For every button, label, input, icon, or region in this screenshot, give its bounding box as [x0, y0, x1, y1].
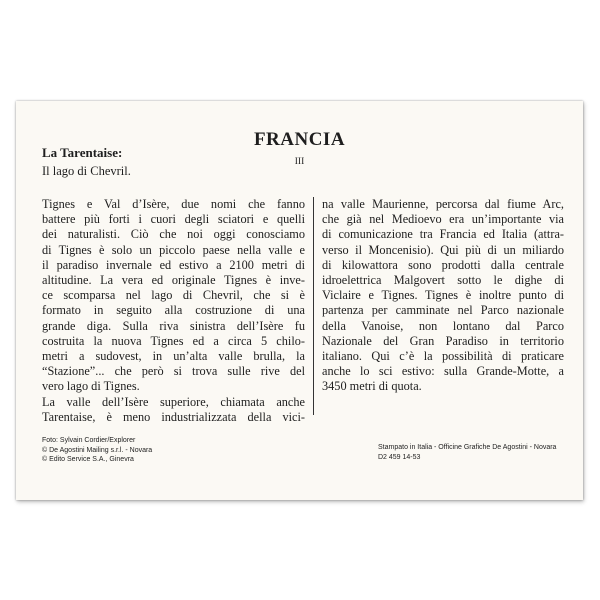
text-column-left: [42, 197, 305, 425]
card-heading: La Tarentaise:: [42, 145, 123, 160]
text-line: grande diga. Sulla riva sinistra dell’Isère fu: [42, 318, 305, 333]
credit-line: Foto: Sylvain Cordier/Explorer: [42, 437, 136, 444]
text-line: Tignes e Val d’Isère, due nomi che fanno: [42, 197, 305, 211]
text-line: che già nel Medioevo era un’importante via: [322, 212, 564, 227]
text-line: idroelettrica Malgovert sotto le dighe di: [322, 273, 564, 288]
text-line: metri a sudovest, in un’alta valle brulla, la: [42, 349, 305, 364]
text-line: di Tignes è solo un piccolo paese nella valle e: [42, 242, 305, 257]
text-line: battere più forti i cuori degli sciatori e quelli: [42, 212, 305, 227]
text-line: ce scomparsa nel lago di Chevril, che si è: [42, 288, 305, 303]
text-line: formato in seguito alla costruzione di una: [42, 303, 305, 318]
text-line: Nazionale del Gran Paradiso in territorio: [322, 333, 564, 348]
text-line: anche lo sci estivo: sulla Grande-Motte, a: [322, 364, 564, 379]
credit-line: © Edito Service S.A., Ginevra: [42, 456, 134, 463]
text-line: Viclaire e Tignes. Tignes è inoltre punto di: [322, 288, 564, 303]
text-line: “Stazione”... che però si trova sulle rive del: [42, 364, 305, 379]
text-line: italiano. Qui c’è la possibilità di praticare: [322, 349, 564, 364]
column-divider: [313, 197, 314, 415]
product-code: D2 459 14-53: [378, 453, 421, 461]
text-line: vero lago di Tignes.: [42, 379, 140, 394]
text-line: della Vanoise, non lontano dal Parco: [322, 318, 564, 333]
card-subheading: Il lago di Chevril.: [42, 164, 131, 178]
text-line: Tarentaise, è meno industrializzata della vici-: [42, 409, 305, 424]
text-line: partenza per camminate nel Parco nazionale: [322, 303, 564, 318]
credit-line: © De Agostini Mailing s.r.l. - Novara: [42, 446, 153, 454]
part-number: III: [294, 157, 305, 167]
text-line: na valle Maurienne, percorsa dal fiume Arc,: [322, 197, 564, 211]
text-line: La valle dell’Isère superiore, chiamata anche: [42, 394, 305, 409]
text-column-right: [322, 197, 564, 395]
text-line: dei naturalisti. Ciò che noi oggi conosciamo: [42, 227, 305, 242]
text-line: altitudine. La vera ed originale Tignes è inve-: [42, 273, 305, 288]
text-line: 3450 metri di quota.: [322, 379, 422, 394]
text-line: il paradiso invernale ed estivo a 2100 metri di: [42, 257, 305, 272]
printer-line: Stampato in Italia - Officine Grafiche De Agostini - Novara: [378, 444, 557, 451]
text-line: verso il Moncenisio). Qui più di un miliardo: [322, 242, 564, 257]
print-info: [378, 443, 556, 462]
photo-credits: [42, 436, 152, 465]
text-line: di comunicazione tra Francia ed Italia (attra-: [322, 227, 564, 242]
postcard-back: [16, 101, 583, 500]
card-title: FRANCIA: [253, 129, 346, 150]
text-line: costruita la nuova Tignes ed a circa 5 chilo-: [42, 333, 305, 348]
text-line: di kilowattora sono prodotti dalla centrale: [322, 257, 564, 272]
